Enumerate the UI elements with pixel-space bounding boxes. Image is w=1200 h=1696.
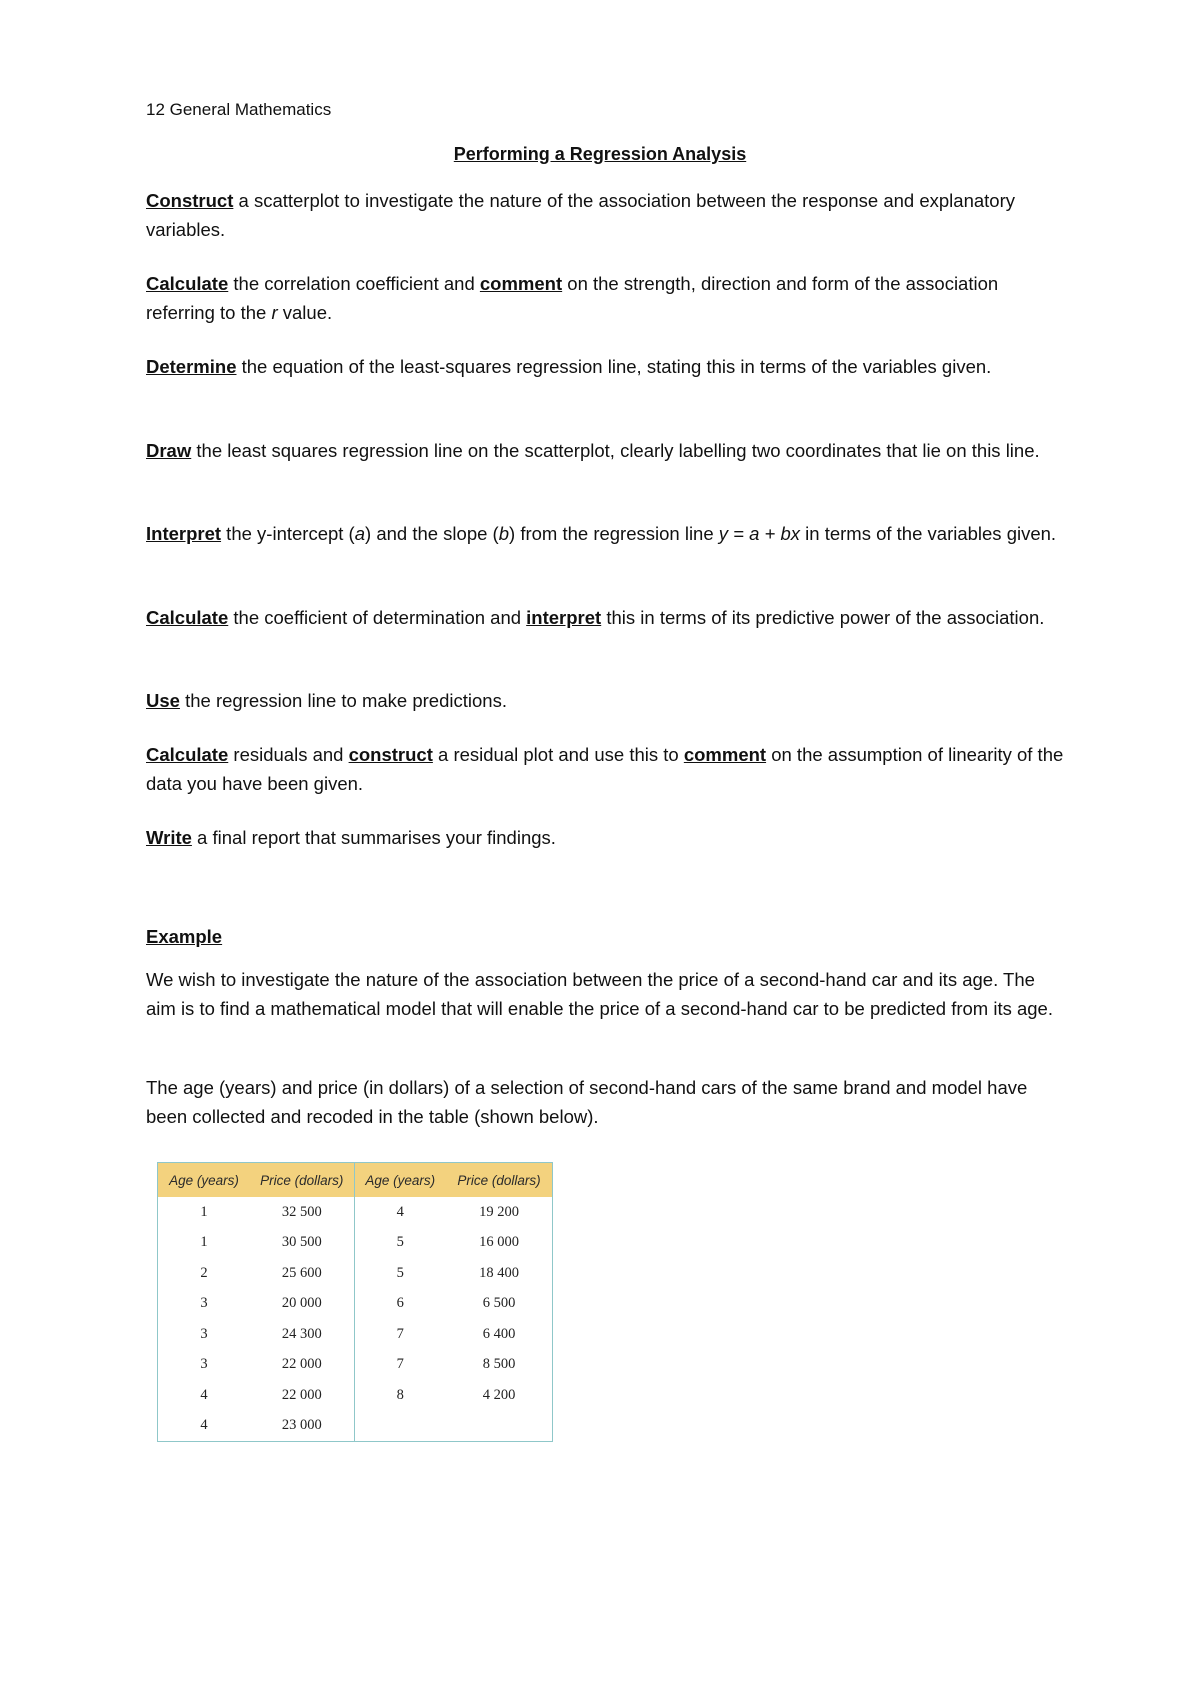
table-cell: 1 [200, 1203, 208, 1220]
table-cell: 24 300 [281, 1325, 322, 1342]
table-cell: 7 [354, 1319, 446, 1350]
table-cell: 4 [200, 1386, 208, 1403]
keyword: Determine [146, 356, 237, 377]
data-table [158, 1163, 552, 1441]
step-text: in terms of the variables given. [800, 523, 1057, 544]
step-text: a residual plot and use this to [432, 744, 684, 765]
keyword: Interpret [146, 523, 222, 544]
step-calculate-residuals [146, 740, 1066, 798]
column-header-age: Age (years) [158, 1163, 250, 1197]
variable: b [498, 523, 510, 544]
keyword: construct [348, 744, 433, 765]
table-cell: 4 [354, 1197, 446, 1228]
table-cell: 25 600 [281, 1264, 322, 1281]
table-cell [354, 1411, 446, 1442]
table-cell: 30 500 [281, 1234, 322, 1251]
table-cell: 8 [354, 1380, 446, 1411]
keyword: Construct [146, 190, 234, 211]
table-cell: 6 400 [482, 1325, 516, 1342]
table-cell: 5 [354, 1228, 446, 1259]
table-header-row [158, 1163, 552, 1197]
step-use [146, 686, 1066, 715]
step-text: ) from the regression line [509, 523, 719, 544]
step-calculate-determination [146, 603, 1066, 632]
table-cell: 6 500 [482, 1295, 516, 1312]
table-cell: 7 [354, 1350, 446, 1381]
step-text: the y-intercept ( [221, 523, 355, 544]
table-row [158, 1197, 552, 1228]
page-title: Performing a Regression Analysis [453, 144, 747, 164]
step-text: this in terms of its predictive power of the association. [601, 607, 1045, 628]
example-paragraph-2: The age (years) and price (in dollars) of a selection of second-hand cars of the same brand and model have been collected and recoded in the table (shown below). [146, 1077, 1028, 1127]
table-row [158, 1380, 552, 1411]
step-interpret [146, 519, 1066, 548]
step-text: on the assumption of linearity of the data you have been given. [146, 744, 1064, 794]
table-cell: 4 [200, 1417, 208, 1434]
table-cell: 32 500 [281, 1203, 322, 1220]
keyword: Draw [146, 440, 192, 461]
column-header-age: Age (years) [354, 1163, 446, 1197]
table-cell: 5 [354, 1258, 446, 1289]
table-cell: 19 200 [479, 1203, 519, 1220]
keyword: comment [479, 273, 563, 294]
car-data-table [157, 1162, 553, 1442]
table-cell: 3 [200, 1325, 208, 1342]
table-row [158, 1319, 552, 1350]
table-cell: 22 000 [281, 1356, 322, 1373]
page-header: 12 General Mathematics [146, 100, 332, 119]
step-determine [146, 352, 1066, 381]
step-text: the equation of the least-squares regression line, stating this in terms of the variables given. [236, 356, 992, 377]
keyword: Write [146, 827, 192, 848]
table-cell: 1 [200, 1234, 208, 1251]
table-cell: 3 [200, 1356, 208, 1373]
step-draw [146, 436, 1066, 465]
keyword: Calculate [146, 607, 229, 628]
step-text: on the strength, direction and form of the association referring to the [146, 273, 999, 323]
table-row [158, 1228, 552, 1259]
table-cell: 18 400 [479, 1264, 519, 1281]
step-text: value. [277, 302, 333, 323]
table-cell: 20 000 [281, 1295, 322, 1312]
table-row [158, 1258, 552, 1289]
table-cell: 22 000 [281, 1386, 322, 1403]
keyword: Use [146, 690, 180, 711]
step-write [146, 823, 1066, 852]
step-text: the correlation coefficient and [228, 273, 480, 294]
step-calculate-correlation [146, 269, 1066, 327]
step-construct [146, 186, 1066, 244]
table-row [158, 1350, 552, 1381]
step-text: residuals and [228, 744, 349, 765]
step-text: ) and the slope ( [365, 523, 499, 544]
table-cell: 16 000 [479, 1234, 519, 1251]
table-cell: 6 [354, 1289, 446, 1320]
table-row [158, 1289, 552, 1320]
table-cell: 3 [200, 1295, 208, 1312]
table-cell: 4 200 [482, 1386, 516, 1403]
example-paragraph-1: We wish to investigate the nature of the association between the price of a second-hand car and its age. The aim is to find a mathematical model that will enable the price of a second-hand car to be predicted from its age. [146, 969, 1053, 1019]
keyword: Calculate [146, 744, 229, 765]
variable: r [271, 302, 278, 323]
keyword: Calculate [146, 273, 229, 294]
step-text: a scatterplot to investigate the nature of the association between the response and explanatory variables. [146, 190, 1015, 240]
step-text: a final report that summarises your findings. [191, 827, 556, 848]
example-heading: Example [146, 926, 223, 947]
step-text: the least squares regression line on the scatterplot, clearly labelling two coordinates that lie on this line. [191, 440, 1040, 461]
table-cell: 23 000 [281, 1417, 322, 1434]
variable: a [354, 523, 366, 544]
table-cell [446, 1411, 552, 1442]
table-cell: 2 [200, 1264, 208, 1281]
step-text: the coefficient of determination and [228, 607, 527, 628]
keyword: interpret [526, 607, 602, 628]
variable: y = a + bx [718, 523, 801, 544]
table-row [158, 1411, 552, 1442]
column-header-price: Price (dollars) [250, 1163, 354, 1197]
keyword: comment [683, 744, 767, 765]
column-header-price: Price (dollars) [446, 1163, 552, 1197]
step-text: the regression line to make predictions. [179, 690, 507, 711]
table-cell: 8 500 [482, 1356, 516, 1373]
